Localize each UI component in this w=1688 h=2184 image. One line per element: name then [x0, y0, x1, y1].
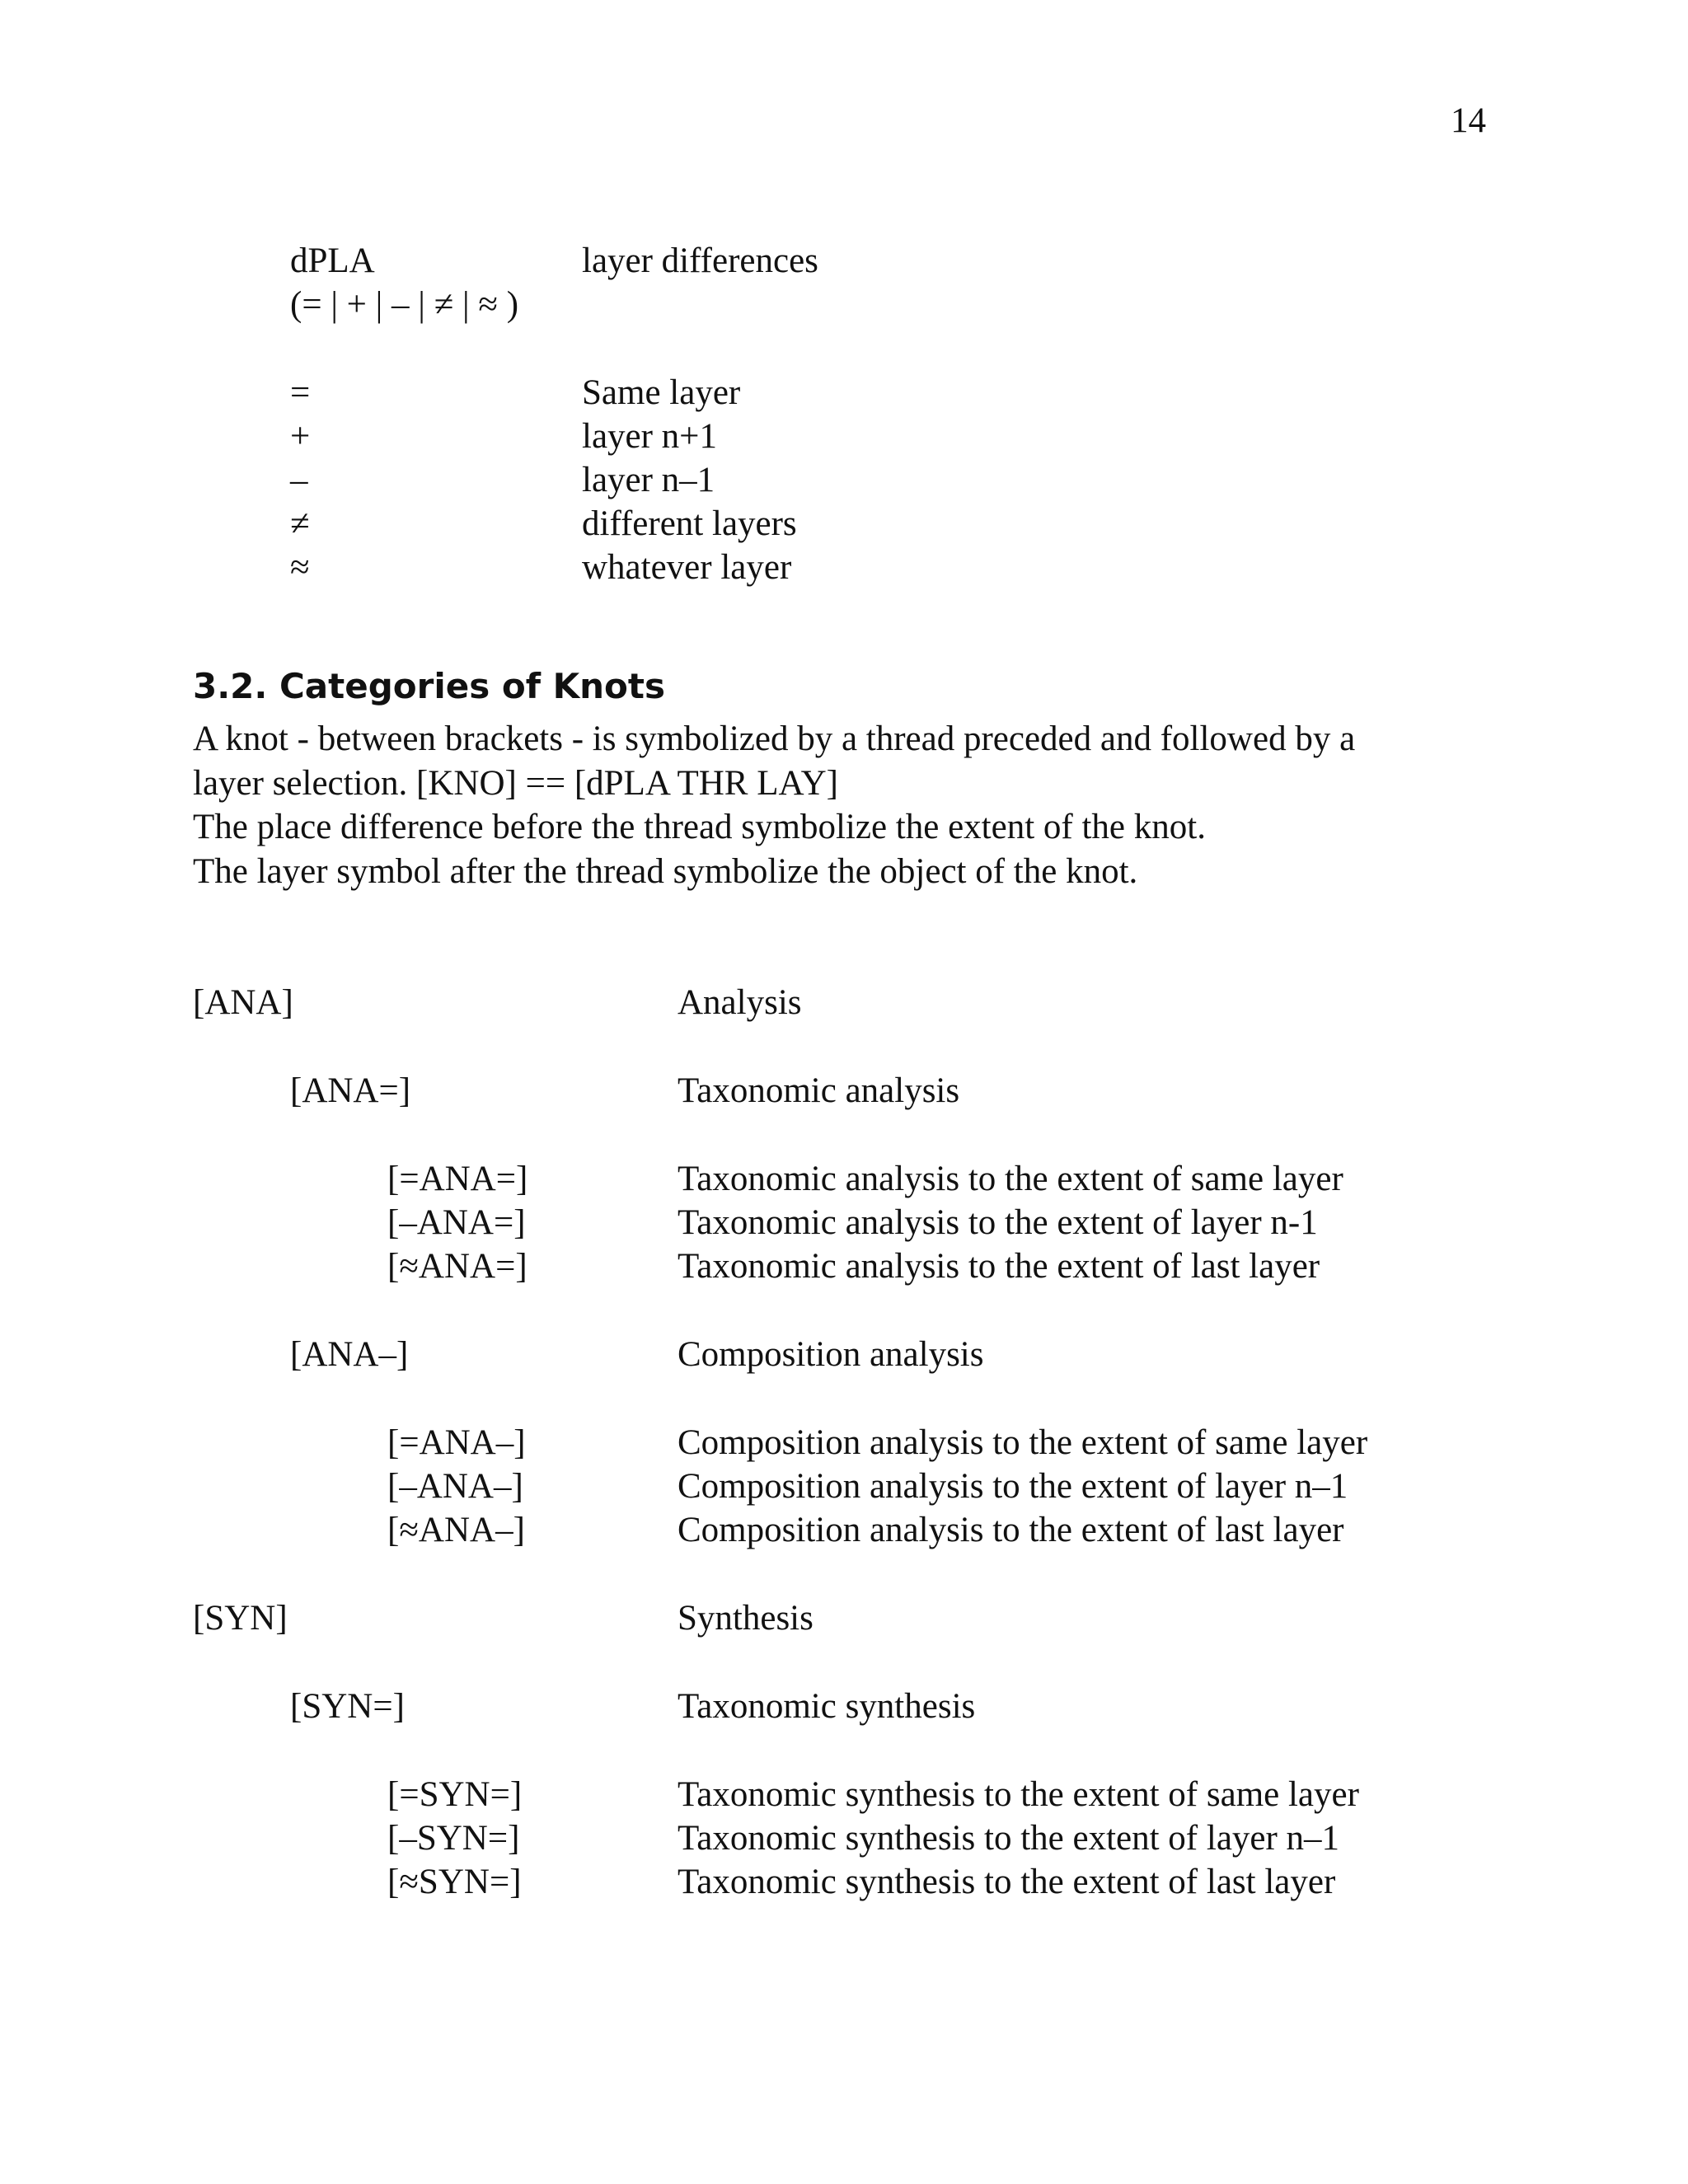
legend-meaning: layer n–1 — [582, 461, 715, 499]
paragraph-line: The layer symbol after the thread symbolize the object of the knot. — [193, 851, 1138, 891]
legend-symbol: – — [290, 461, 308, 499]
knot-code: [ANA–] — [290, 1335, 409, 1374]
legend-symbol: ≠ — [290, 504, 310, 543]
knot-description: Taxonomic synthesis to the extent of layer n–1 — [678, 1819, 1340, 1858]
legend-term-definition: layer differences — [582, 241, 818, 280]
legend-meaning: different layers — [582, 504, 797, 543]
knot-code: [–SYN=] — [387, 1819, 520, 1858]
knot-code: [≈ANA–] — [387, 1511, 525, 1549]
section-heading: 3.2. Categories of Knots — [193, 666, 665, 706]
knot-code: [=ANA=] — [387, 1160, 528, 1198]
knot-code: [≈ANA=] — [387, 1247, 528, 1286]
knot-description: Composition analysis to the extent of layer n–1 — [678, 1467, 1348, 1506]
legend-symbols: (= | + | – | ≠ | ≈ ) — [290, 285, 519, 324]
knot-code: [=ANA–] — [387, 1423, 526, 1462]
knot-description: Taxonomic synthesis — [678, 1687, 976, 1726]
legend-symbol: ≈ — [290, 548, 310, 587]
paragraph-line: A knot - between brackets - is symbolized by a thread preceded and followed by a — [193, 719, 1356, 758]
legend-symbol: + — [290, 417, 311, 456]
knot-description: Taxonomic analysis — [678, 1071, 960, 1110]
knot-description: Composition analysis — [678, 1335, 984, 1374]
legend-meaning: whatever layer — [582, 548, 792, 587]
knot-description: Taxonomic analysis to the extent of last layer — [678, 1247, 1320, 1286]
knot-code: [≈SYN=] — [387, 1863, 522, 1901]
knot-code: [=SYN=] — [387, 1775, 523, 1814]
knot-description: Composition analysis to the extent of last layer — [678, 1511, 1344, 1549]
knot-code: [–ANA–] — [387, 1467, 523, 1506]
knot-description: Analysis — [678, 983, 802, 1022]
knot-code: [SYN=] — [290, 1687, 405, 1726]
knot-code: [SYN] — [193, 1599, 288, 1638]
knot-description: Composition analysis to the extent of same layer — [678, 1423, 1368, 1462]
paragraph-line: The place difference before the thread symbolize the extent of the knot. — [193, 808, 1206, 846]
page-number: 14 — [1451, 101, 1486, 140]
knot-description: Taxonomic synthesis to the extent of same layer — [678, 1775, 1359, 1814]
legend-meaning: Same layer — [582, 373, 741, 412]
knot-description: Taxonomic analysis to the extent of same layer — [678, 1160, 1343, 1198]
paragraph-line: layer selection. [KNO] == [dPLA THR LAY] — [193, 763, 838, 803]
knot-code: [–ANA=] — [387, 1203, 526, 1242]
legend-term: dPLA — [290, 241, 375, 280]
knot-description: Taxonomic analysis to the extent of layer n-1 — [678, 1203, 1318, 1242]
section-paragraph — [193, 717, 1545, 893]
knot-description: Taxonomic synthesis to the extent of last layer — [678, 1863, 1336, 1901]
knot-description: Synthesis — [678, 1599, 814, 1638]
knot-code: [ANA] — [193, 983, 293, 1022]
legend-meaning: layer n+1 — [582, 417, 717, 456]
knot-code: [ANA=] — [290, 1071, 411, 1110]
legend-symbol: = — [290, 373, 311, 412]
